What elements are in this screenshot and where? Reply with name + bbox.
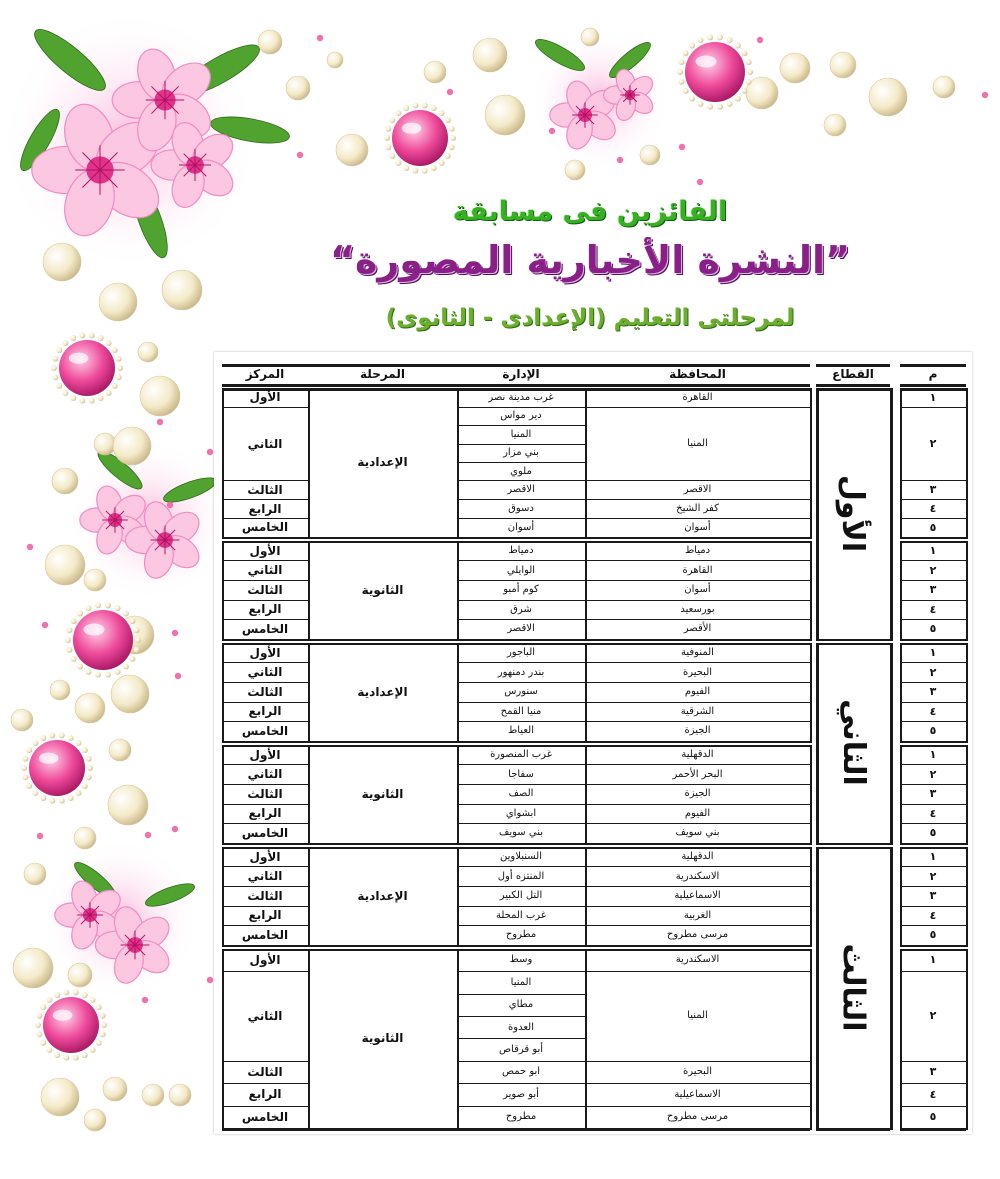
pearl-icon — [113, 427, 151, 465]
admin-cell: غرب المحلة — [495, 909, 547, 921]
pink-glow — [0, 10, 260, 270]
number-cell: ٥ — [929, 826, 937, 840]
pearl-icon — [11, 709, 33, 731]
header-stage: المرحلة — [360, 367, 405, 381]
rank-cell: الرابع — [248, 908, 282, 923]
number-cell: ٣ — [929, 583, 937, 597]
pink-dot — [142, 997, 148, 1003]
number-cell: ٢ — [929, 767, 937, 781]
admin-cell: مطروح — [505, 1111, 537, 1123]
pearl-icon — [138, 342, 158, 362]
admin-cell: شرق — [510, 603, 532, 615]
block-bottom-rule — [900, 537, 966, 540]
rank-cell: الأول — [249, 543, 281, 558]
pearl-icon — [424, 61, 446, 83]
leaf-icon — [161, 473, 219, 507]
header-num: م — [928, 367, 938, 381]
rank-cell: الرابع — [248, 602, 282, 617]
admin-cell: السنبلاوين — [500, 851, 542, 863]
number-cell: ١ — [929, 850, 937, 864]
governorate-cell: الاسماعيلية — [674, 890, 721, 902]
pink-gem-icon — [35, 989, 107, 1060]
governorate-cell: أسوان — [684, 521, 711, 533]
admin-cell: أبو صوير — [503, 1088, 539, 1100]
rank-cell: الثاني — [247, 869, 283, 884]
rank-cell: الخامس — [241, 927, 289, 942]
governorate-cell: المنوفية — [681, 647, 714, 659]
governorate-cell: بورسعيد — [680, 603, 715, 615]
admin-cell: الصف — [508, 788, 534, 800]
rank-cell: الثالث — [247, 786, 283, 801]
results-sheet — [214, 352, 972, 1134]
pearl-icon — [830, 52, 856, 78]
pink-dot — [172, 826, 178, 832]
flower-icon — [112, 44, 218, 156]
rank-cell: الأول — [249, 390, 281, 405]
pearl-icon — [75, 693, 105, 723]
governorate-cell: الأقصر — [683, 623, 712, 635]
admin-cell: المنيا — [510, 428, 532, 440]
leaf-icon — [143, 879, 197, 910]
pearl-icon — [84, 569, 106, 591]
admin-cell: وسط — [509, 954, 533, 966]
governorate-cell: الاقصر — [683, 484, 712, 496]
pink-dot — [982, 92, 988, 98]
block-bottom-rule — [900, 945, 966, 948]
rank-cell: الخامس — [241, 723, 289, 738]
number-cell: ٣ — [929, 889, 937, 903]
pink-dot — [167, 502, 173, 508]
number-cell: ٢ — [929, 437, 937, 451]
pink-gem-icon — [677, 34, 753, 109]
column-rule — [966, 847, 968, 948]
pearl-icon — [336, 134, 368, 166]
number-cell: ١ — [929, 748, 937, 762]
pink-dot — [207, 449, 213, 455]
block-bottom-rule — [900, 741, 966, 744]
header-bottom-rule — [900, 384, 966, 387]
sector-bottom-rule — [816, 639, 890, 642]
number-cell: ٥ — [929, 724, 937, 738]
pearl-icon — [162, 270, 202, 310]
pink-dot — [297, 152, 303, 158]
title-line-2: “النشرة الأخبارية المصورة” — [330, 238, 850, 282]
sector-bottom-rule — [816, 843, 890, 846]
pink-dot — [697, 179, 703, 185]
rank-cell: الثاني — [247, 767, 283, 782]
admin-cell: بندر دمنهور — [497, 666, 545, 678]
pearl-icon — [50, 680, 70, 700]
governorate-cell: مرسى مطروح — [666, 929, 729, 941]
pearl-icon — [109, 739, 131, 761]
leaf-icon — [126, 179, 174, 262]
governorate-cell: البحيرة — [682, 666, 713, 678]
rank-cell: الخامس — [241, 520, 289, 535]
flower-icon — [80, 483, 151, 557]
block-bottom-rule — [222, 639, 810, 642]
pink-dot — [207, 977, 213, 983]
admin-cell: الباجور — [506, 647, 536, 659]
number-cell: ٢ — [929, 1009, 937, 1023]
pearl-icon — [111, 675, 149, 713]
pearl-icon — [140, 376, 180, 416]
admin-cell: المنتزه أول — [497, 870, 545, 882]
number-cell: ٥ — [929, 1110, 937, 1124]
pink-dot — [617, 157, 623, 163]
rank-cell: الثالث — [247, 888, 283, 903]
governorate-cell: الدقهلية — [681, 749, 714, 761]
pearl-icon — [565, 160, 585, 180]
header-sector: القطاع — [832, 367, 874, 381]
governorate-cell: المنيا — [687, 1010, 708, 1022]
pearl-icon — [869, 78, 907, 116]
column-rule — [966, 949, 968, 1131]
pearl-icon — [473, 38, 507, 72]
pearl-icon — [43, 243, 81, 281]
leaf-icon — [532, 34, 588, 76]
rank-cell: الأول — [249, 645, 281, 660]
sector-cell — [816, 847, 890, 1128]
pink-dot — [172, 630, 178, 636]
admin-cell: الاقصر — [507, 484, 535, 496]
admin-cell: سفاجا — [508, 768, 534, 780]
pink-gem-icon — [51, 332, 123, 403]
stage-cell: الإعدادية — [357, 888, 408, 903]
governorate-cell: القاهرة — [682, 391, 713, 403]
rank-cell: الأول — [249, 849, 281, 864]
sector-cell — [816, 388, 890, 639]
admin-cell: دير مواس — [500, 410, 542, 422]
number-cell: ٤ — [929, 908, 937, 922]
governorate-cell: مرسى مطروح — [666, 1111, 729, 1123]
number-cell: ٤ — [929, 1087, 937, 1101]
pink-dot — [549, 128, 555, 134]
pearl-icon — [485, 95, 525, 135]
admin-cell: أسوان — [507, 521, 535, 533]
pearl-icon — [258, 30, 282, 54]
pearl-icon — [45, 545, 85, 585]
pearl-icon — [68, 963, 92, 987]
pink-dot — [317, 35, 323, 41]
block-bottom-rule — [900, 1128, 966, 1131]
number-cell: ٥ — [929, 928, 937, 942]
admin-cell: ابشواي — [505, 807, 537, 819]
header-governorate: المحافظة — [669, 367, 726, 381]
leaf-icon — [70, 858, 119, 903]
number-cell: ١ — [929, 544, 937, 558]
stage-cell: الثانوية — [361, 786, 404, 801]
flower-icon — [125, 498, 205, 582]
number-cell: ٤ — [929, 602, 937, 616]
header-admin: الإدارة — [502, 367, 540, 381]
governorate-cell: الاسماعيلية — [674, 1088, 721, 1100]
sector-cell — [816, 643, 890, 843]
header-bottom-rule — [816, 384, 890, 387]
flower-icon — [151, 118, 240, 211]
flower-icon — [550, 78, 621, 152]
pink-dot — [27, 544, 33, 550]
admin-cell: سنورس — [504, 686, 538, 698]
admin-cell: الوايلي — [506, 564, 536, 576]
pearl-icon — [108, 785, 148, 825]
title-line-3: لمرحلتى التعليم (الإعدادى - الثانوى) — [385, 305, 795, 331]
admin-cell: بني مزار — [503, 447, 539, 459]
column-rule — [810, 949, 812, 1131]
number-cell: ٣ — [929, 787, 937, 801]
rank-cell: الثالث — [247, 1064, 283, 1079]
pink-dot — [145, 832, 151, 838]
admin-cell: العياط — [508, 725, 534, 737]
column-rule — [810, 643, 812, 744]
pink-gem-icon — [21, 732, 93, 803]
governorate-cell: الدقهلية — [681, 851, 714, 863]
flower-icon — [32, 98, 169, 242]
admin-cell: دسوق — [508, 503, 534, 515]
admin-cell: ابو حمص — [501, 1066, 541, 1078]
rank-cell: الثاني — [247, 563, 283, 578]
pearl-icon — [169, 1084, 191, 1106]
flower-icon — [55, 878, 126, 952]
results-table — [214, 352, 972, 1134]
governorate-cell: البحر الأحمر — [672, 768, 723, 780]
admin-cell: التل الكبير — [499, 890, 543, 902]
pearl-icon — [824, 114, 846, 136]
block-bottom-rule — [222, 537, 810, 540]
admin-cell: غرب مدينة نصر — [488, 391, 554, 403]
pearl-icon — [142, 1084, 164, 1106]
number-cell: ١ — [929, 953, 937, 967]
admin-cell: ملوي — [510, 465, 532, 477]
sector-label: الثالث — [835, 943, 871, 1032]
pearl-icon — [103, 1077, 127, 1101]
governorate-cell: أسوان — [684, 584, 711, 596]
number-cell: ١ — [929, 390, 937, 404]
admin-cell: دمياط — [508, 545, 534, 557]
pearl-icon — [746, 77, 778, 109]
rank-cell: الثاني — [247, 436, 283, 451]
stage-cell: الثانوية — [361, 582, 404, 597]
pearl-icon — [24, 863, 46, 885]
pink-gem-icon — [65, 602, 141, 677]
rank-cell: الثالث — [247, 582, 283, 597]
pearl-icon — [52, 468, 78, 494]
flower-icon — [604, 67, 657, 123]
governorate-cell: الجيزة — [684, 788, 711, 800]
number-cell: ٥ — [929, 520, 937, 534]
pink-glow — [40, 840, 200, 1000]
sector-side-rule — [890, 643, 893, 846]
number-cell: ٤ — [929, 502, 937, 516]
pearl-icon — [99, 283, 137, 321]
header-bottom-rule — [222, 384, 810, 387]
column-rule — [810, 847, 812, 948]
rank-cell: الثاني — [247, 665, 283, 680]
admin-cell: المنيا — [510, 976, 532, 988]
admin-cell: مطروح — [505, 929, 537, 941]
pearl-icon — [933, 76, 955, 98]
number-cell: ٣ — [929, 685, 937, 699]
governorate-cell: بني سويف — [675, 827, 720, 839]
admin-cell: غرب المنصورة — [490, 749, 552, 761]
column-rule — [966, 388, 968, 539]
rank-cell: الخامس — [241, 825, 289, 840]
column-rule — [966, 541, 968, 642]
flower-icon — [95, 903, 175, 987]
admin-cell: أبو قرقاص — [498, 1044, 544, 1056]
governorate-cell: الفيوم — [684, 807, 711, 819]
number-cell: ٣ — [929, 483, 937, 497]
number-cell: ٤ — [929, 704, 937, 718]
admin-cell: مطاي — [508, 999, 534, 1011]
pink-dot — [175, 673, 181, 679]
rank-cell: الرابع — [248, 501, 282, 516]
title-line-1: الفائزين فى مسابقة — [452, 196, 728, 227]
pink-dot — [447, 89, 453, 95]
leaf-icon — [209, 112, 292, 148]
number-cell: ٥ — [929, 622, 937, 636]
leaf-icon — [27, 21, 112, 98]
sector-bottom-rule — [816, 1128, 890, 1131]
number-cell: ١ — [929, 646, 937, 660]
rank-cell: الأول — [249, 747, 281, 762]
pearl-icon — [581, 28, 599, 46]
rank-cell: الثالث — [247, 684, 283, 699]
pearl-icon — [74, 827, 96, 849]
stage-cell: الإعدادية — [357, 684, 408, 699]
rank-cell: الثالث — [247, 482, 283, 497]
governorate-cell: الاسكندرية — [675, 870, 720, 882]
pink-gem-icon — [384, 102, 456, 173]
pearl-icon — [41, 1078, 79, 1116]
governorate-cell: دمياط — [684, 545, 711, 557]
pearl-icon — [780, 53, 810, 83]
header-rank: المركز — [245, 367, 285, 381]
pearl-icon — [13, 948, 53, 988]
number-cell: ٣ — [929, 1065, 937, 1079]
column-rule — [810, 541, 812, 642]
rank-cell: الأول — [249, 952, 281, 967]
column-rule — [810, 745, 812, 846]
rank-cell: الرابع — [248, 1087, 282, 1102]
column-rule — [966, 643, 968, 744]
stage-cell: الثانوية — [361, 1031, 404, 1046]
governorate-cell: المنيا — [687, 438, 708, 450]
pearl-icon — [640, 145, 660, 165]
admin-cell: العدوة — [508, 1021, 534, 1033]
block-bottom-rule — [222, 741, 810, 744]
admin-cell: كوم أمبو — [503, 584, 539, 596]
governorate-cell: الجيزة — [684, 725, 711, 737]
pearl-icon — [116, 616, 154, 654]
governorate-cell: الفيوم — [684, 686, 711, 698]
admin-cell: الاقصر — [507, 623, 535, 635]
pink-dot — [42, 622, 48, 628]
governorate-cell: القاهرة — [682, 564, 713, 576]
column-rule — [966, 745, 968, 846]
sector-label: الثاني — [835, 699, 871, 787]
pink-dot — [37, 833, 43, 839]
pink-glow — [70, 440, 230, 600]
governorate-cell: الغربية — [683, 909, 712, 921]
sector-side-rule — [890, 388, 893, 641]
block-bottom-rule — [900, 843, 966, 846]
rank-cell: الخامس — [241, 621, 289, 636]
pink-dot — [679, 144, 685, 150]
pink-dot — [757, 37, 763, 43]
rank-cell: الرابع — [248, 806, 282, 821]
number-cell: ٤ — [929, 806, 937, 820]
sector-side-rule — [890, 847, 893, 1131]
governorate-cell: الشرقية — [680, 705, 715, 717]
leaf-icon — [605, 38, 654, 83]
pink-dot — [157, 419, 163, 425]
number-cell: ٢ — [929, 665, 937, 679]
governorate-cell: البحيرة — [682, 1066, 713, 1078]
sector-label: الأول — [835, 474, 871, 553]
rank-cell: الخامس — [241, 1109, 289, 1124]
rank-cell: الرابع — [248, 704, 282, 719]
leaf-icon — [175, 37, 266, 104]
block-bottom-rule — [900, 639, 966, 642]
leaf-icon — [14, 105, 66, 175]
admin-cell: منيا القمح — [500, 705, 542, 717]
block-bottom-rule — [222, 945, 810, 948]
block-bottom-rule — [222, 1128, 810, 1131]
pink-glow — [530, 30, 670, 170]
column-rule — [810, 388, 812, 539]
number-cell: ٢ — [929, 869, 937, 883]
pearl-icon — [84, 1109, 106, 1131]
pearl-icon — [94, 433, 116, 455]
rank-cell: الثاني — [247, 1008, 283, 1023]
governorate-cell: الاسكندرية — [675, 954, 720, 966]
pearl-icon — [327, 52, 343, 68]
block-bottom-rule — [222, 843, 810, 846]
pearl-icon — [286, 76, 310, 100]
number-cell: ٢ — [929, 563, 937, 577]
admin-cell: بني سويف — [499, 827, 543, 839]
stage-cell: الإعدادية — [357, 455, 408, 470]
leaf-icon — [94, 446, 147, 494]
governorate-cell: كفر الشيخ — [676, 503, 719, 515]
